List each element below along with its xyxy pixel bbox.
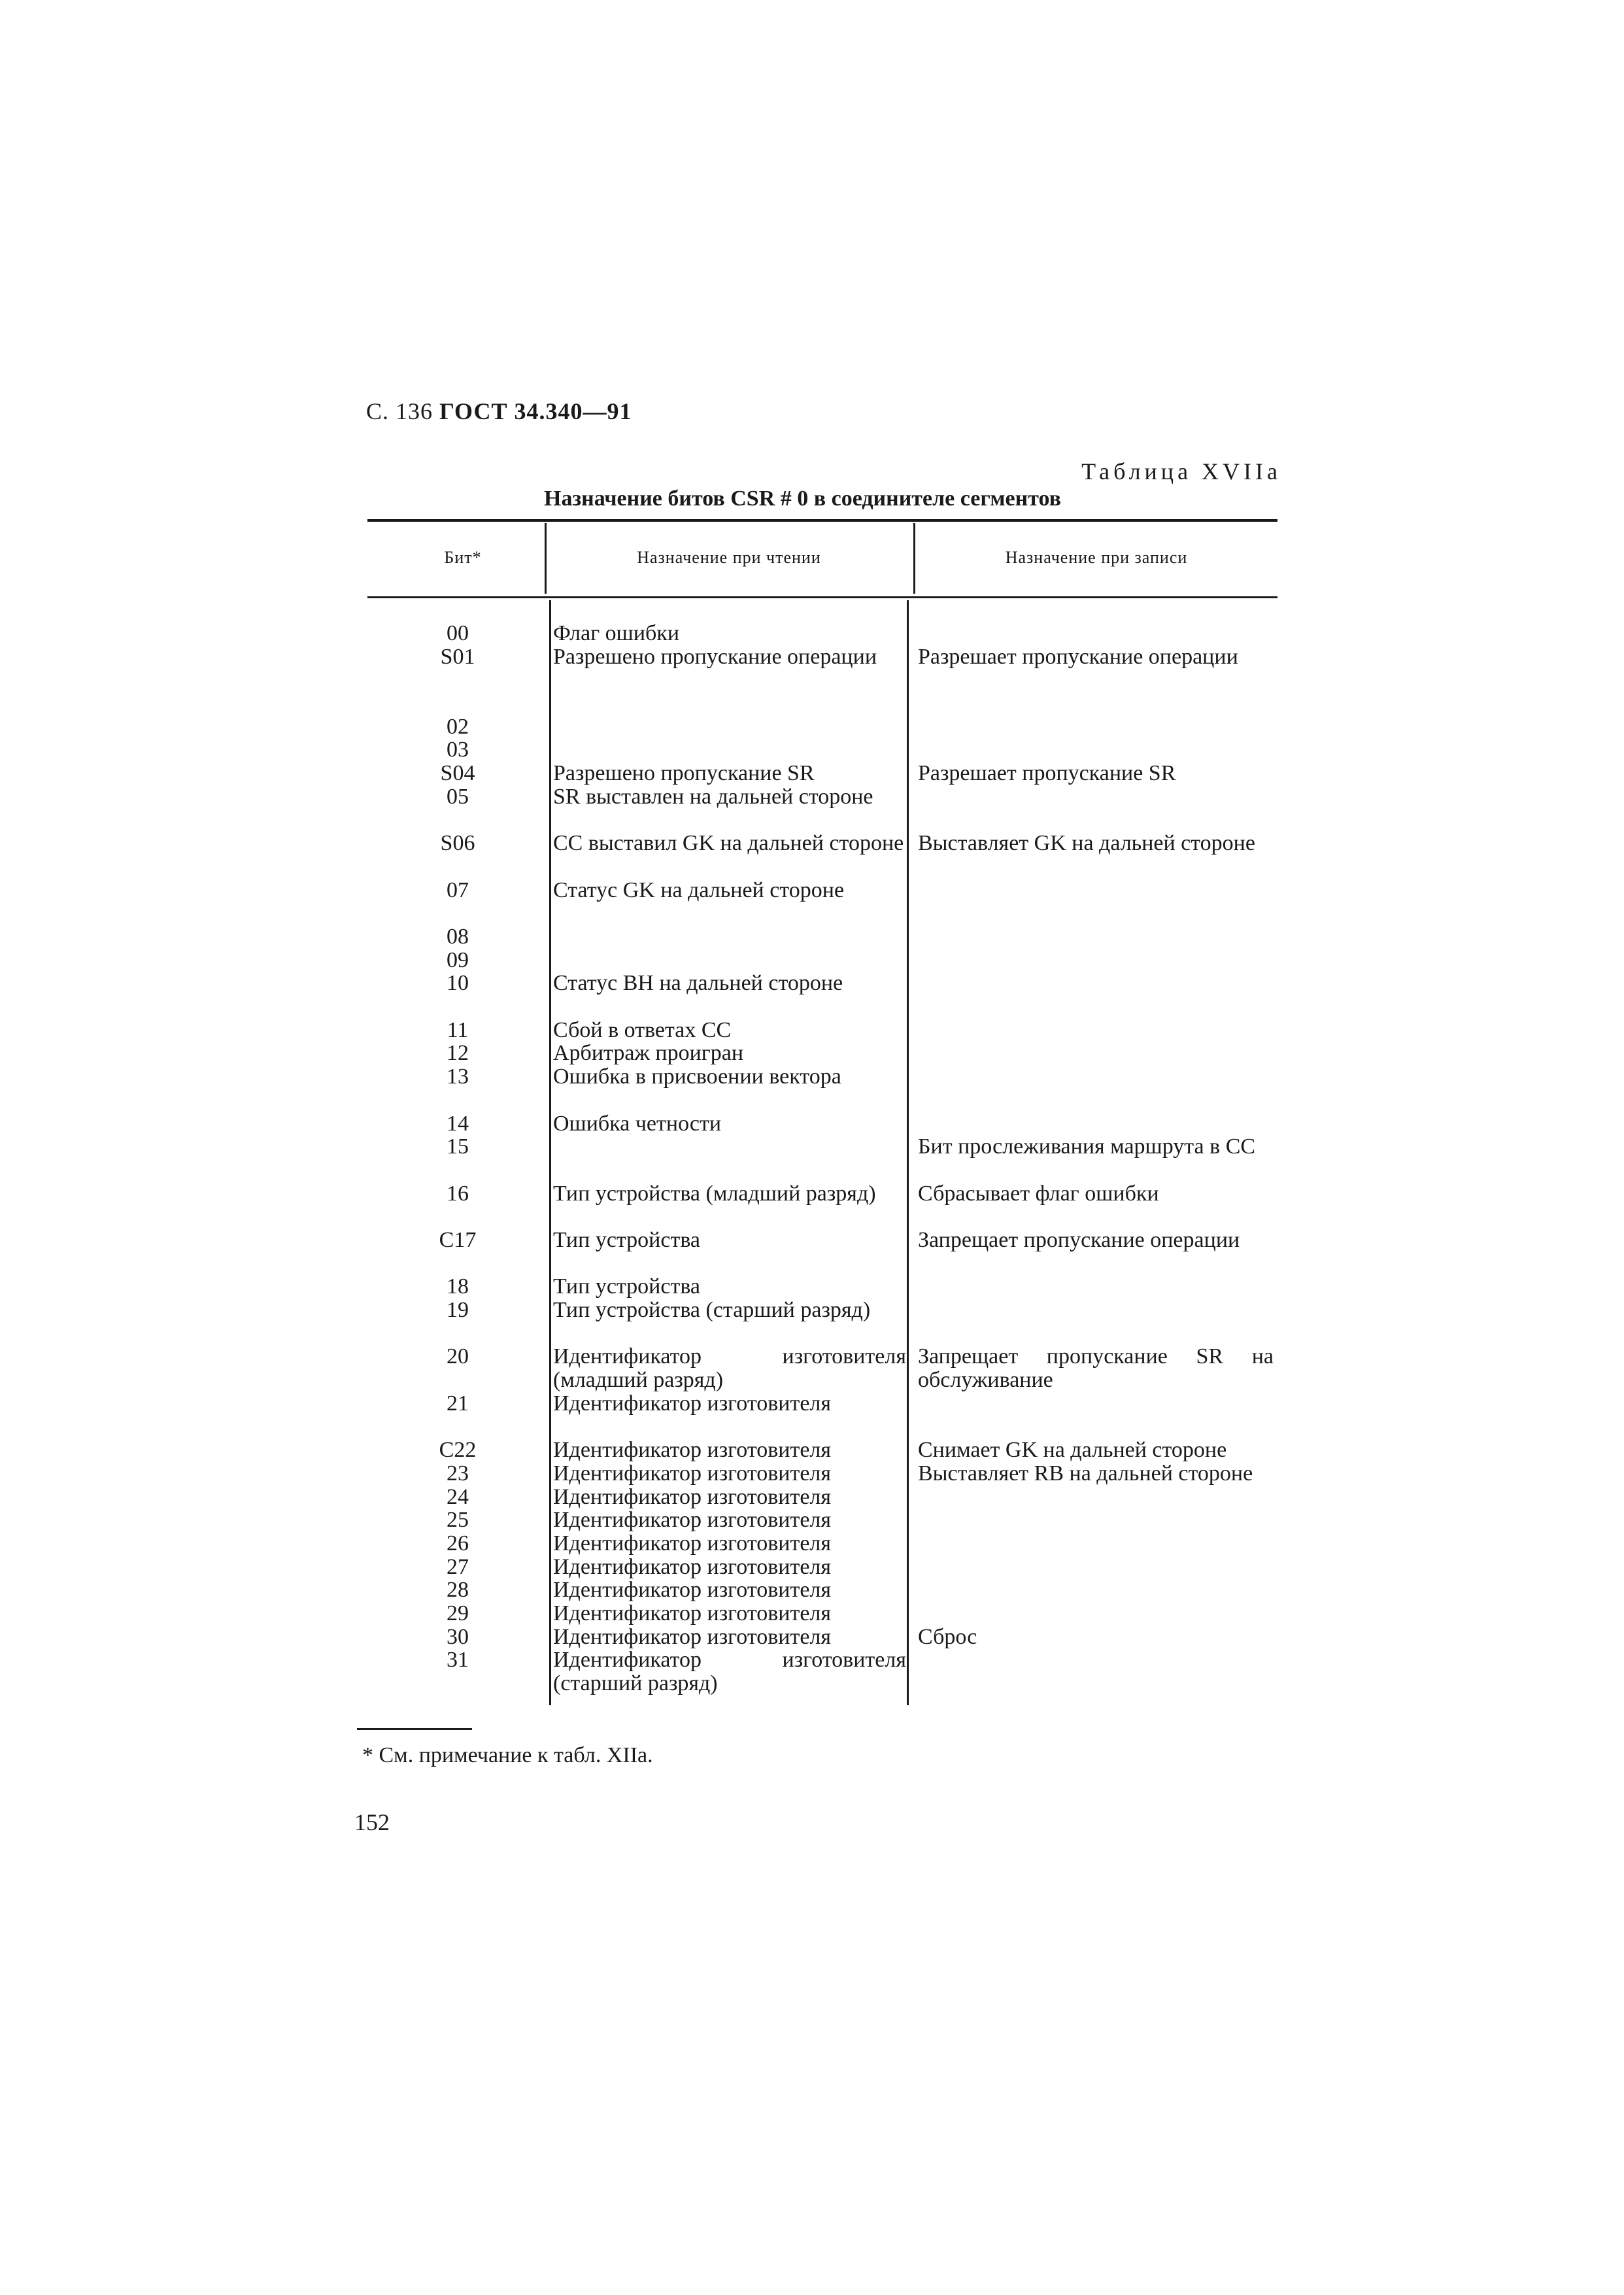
bit-cell: 30	[447, 1624, 469, 1649]
write-cell: Запрещает пропускание операции	[918, 1228, 1240, 1253]
bit-cell: 03	[447, 738, 469, 762]
bit-cell: 07	[447, 877, 469, 902]
read-cell: Идентификатор изготовителя	[553, 1531, 832, 1556]
bit-cell: 27	[447, 1554, 469, 1579]
body-divider-1	[549, 600, 551, 1705]
read-cell: Идентификатор изготовителя	[553, 1508, 832, 1533]
body-divider-2	[907, 600, 909, 1705]
page-ref: С. 136	[366, 398, 433, 424]
write-cell: Сбрасывает флаг ошибки	[918, 1181, 1159, 1206]
bit-cell: 13	[447, 1064, 469, 1089]
bit-cell: 24	[447, 1484, 469, 1509]
bit-cell: C17	[439, 1228, 477, 1253]
footnote-rule	[357, 1728, 472, 1730]
bit-cell: 11	[447, 1017, 469, 1042]
bit-cell: 16	[447, 1181, 469, 1206]
write-cell: Разрешает пропускание SR	[918, 761, 1176, 786]
bit-cell: 28	[447, 1578, 469, 1603]
table-title: Назначение битов CSR # 0 в соединителе сегментов	[544, 486, 1061, 511]
bit-cell: 15	[447, 1134, 469, 1159]
read-cell: Идентификатор изготовителя	[553, 1484, 832, 1509]
read-cell: Идентификатор изготовителя (старший разряд)	[553, 1648, 906, 1696]
read-cell: Разрешено пропускание SR	[553, 761, 815, 786]
read-cell: Статус BH на дальней стороне	[553, 971, 843, 996]
bit-cell: 31	[447, 1648, 469, 1673]
read-cell: Арбитраж проигран	[553, 1041, 744, 1066]
read-cell: Идентификатор изготовителя (младший разряд)	[553, 1344, 906, 1393]
standard-number: ГОСТ 34.340—91	[439, 398, 632, 424]
bit-cell: 29	[447, 1601, 469, 1626]
bit-cell: 08	[447, 925, 469, 949]
footnote: * См. примечание к табл. XIIa.	[362, 1743, 653, 1767]
write-cell: Разрешает пропускание операции	[918, 644, 1238, 669]
bit-cell: 02	[447, 714, 469, 739]
table-top-rule	[367, 519, 1277, 522]
bit-cell: 26	[447, 1531, 469, 1556]
read-cell: Ошибка в присвоении вектора	[553, 1064, 841, 1089]
read-cell: Идентификатор изготовителя	[553, 1554, 832, 1579]
read-cell: Ошибка четности	[553, 1111, 722, 1136]
column-header-bit: Бит*	[444, 548, 482, 567]
bit-cell: 09	[447, 947, 469, 972]
write-cell: Сброс	[918, 1624, 977, 1649]
bit-cell: C22	[439, 1438, 477, 1463]
bit-cell: 19	[447, 1298, 469, 1323]
read-cell: Тип устройства	[553, 1274, 701, 1299]
bit-cell: 05	[447, 784, 469, 809]
running-header	[366, 398, 632, 425]
header-divider-1	[545, 523, 547, 594]
read-cell: Идентификатор изготовителя	[553, 1391, 832, 1416]
bit-cell: 12	[447, 1041, 469, 1066]
bit-cell: 18	[447, 1274, 469, 1299]
read-cell: Идентификатор изготовителя	[553, 1578, 832, 1603]
bit-cell: 14	[447, 1111, 469, 1136]
bit-cell: S01	[440, 644, 475, 669]
read-cell: Идентификатор изготовителя	[553, 1601, 832, 1626]
write-cell: Бит прослеживания маршрута в CC	[918, 1134, 1256, 1159]
header-divider-2	[913, 523, 915, 594]
read-cell: Тип устройства (старший разряд)	[553, 1298, 871, 1323]
read-cell: Разрешено пропускание операции	[553, 644, 877, 669]
bit-cell: S04	[440, 761, 475, 786]
table-number: Таблица XVIIa	[1081, 458, 1281, 484]
column-header-read: Назначение при чтении	[637, 548, 821, 567]
bit-cell: 23	[447, 1461, 469, 1486]
read-cell: Идентификатор изготовителя	[553, 1438, 832, 1463]
bit-cell: 10	[447, 971, 469, 996]
bit-cell: 00	[447, 621, 469, 645]
read-cell: Идентификатор изготовителя	[553, 1461, 832, 1486]
bit-cell: 21	[447, 1391, 469, 1416]
bit-cell: 25	[447, 1508, 469, 1533]
read-cell: Идентификатор изготовителя	[553, 1624, 832, 1649]
write-cell: Запрещает пропускание SR на обслуживание	[918, 1344, 1274, 1393]
read-cell: Тип устройства (младший разряд)	[553, 1181, 876, 1206]
read-cell: CC выставил GK на дальней стороне	[553, 831, 904, 856]
header-bottom-rule	[367, 596, 1277, 598]
page-number: 152	[354, 1809, 390, 1835]
read-cell: SR выставлен на дальней стороне	[553, 784, 873, 809]
bit-cell: S06	[440, 831, 475, 856]
read-cell: Флаг ошибки	[553, 621, 680, 645]
column-header-write: Назначение при записи	[1005, 548, 1188, 567]
read-cell: Статус GK на дальней стороне	[553, 877, 845, 902]
write-cell: Выставляет RB на дальней стороне	[918, 1461, 1253, 1486]
write-cell: Снимает GK на дальней стороне	[918, 1438, 1227, 1463]
bit-cell: 20	[447, 1344, 469, 1369]
read-cell: Сбой в ответах CC	[553, 1017, 732, 1042]
read-cell: Тип устройства	[553, 1228, 701, 1253]
write-cell: Выставляет GK на дальней стороне	[918, 831, 1255, 856]
